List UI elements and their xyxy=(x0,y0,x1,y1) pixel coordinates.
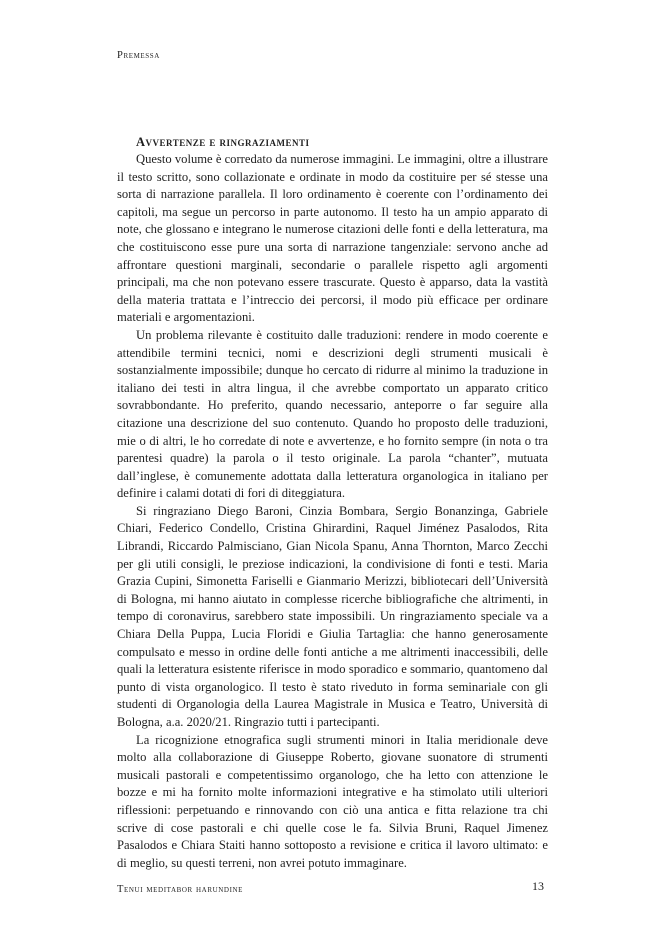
paragraph-translations: Un problema rilevante è costituito dalle traduzioni: rendere in modo coerente e attendibile termini tecnici, nomi e descrizioni degli strumenti musicali è sostanzialmente impossibile; dunque ho cercato di ridurre al minimo la traduzione in italiano dei testi in altra lingua, il che avrebbe comportato un apparato critico sovrabbondante. Ho preferito, quando necessario, anteporre o far seguire alla citazione una descrizione del suo contenuto. Quando ho proposto delle traduzioni, mie o di altri, le ho corredate di note e avvertenze, e ho fornito sempre (in nota o tra parentesi quadre) la parola o il testo originale. La parola “chanter”, mutuata dall’inglese, è comunemente adottata dalla letteratura organologica in italiano per definire i calami dotati di fori di diteggiatura. xyxy=(117,327,548,501)
paragraph-acknowledgements: Si ringraziano Diego Baroni, Cinzia Bombara, Sergio Bonanzinga, Gabriele Chiari, Federico Condello, Cristina Ghirardini, Raquel Jiménez Pasalodos, Rita Librandi, Riccardo Palmisciano, Gian Nicola Spanu, Anna Thornton, Marco Zecchi per gli utili consigli, le preziose indicazioni, la condivisione di fonti e testi. Maria Grazia Cupini, Simonetta Fariselli e Gianmario Merizzi, bibliotecari dell’Università di Bologna, mi hanno aiutato in complesse ricerche bibliografiche che altrimenti, in tempo di coronavirus, sarebbero state impossibili. Un ringraziamento speciale va a Chiara Della Puppa, Lucia Floridi e Giulia Tartaglia: che hanno generosamente compulsato e messo in ordine delle fonti antiche a me altrimenti inaccessibili, delle quali la letteratura esistente riferisce in modo sporadico e sommario, quantomeno dal punto di vista organologico. Il testo è stato riveduto in forma seminariale con gli studenti di Organologia della Laurea Magistrale in Musica e Teatro, Università di Bologna, a.a. 2020/21. Ringrazio tutti i partecipanti. xyxy=(117,503,548,729)
footer-book-title: Tenui meditabor harundine xyxy=(117,884,244,895)
paragraph-ethnographic-survey: La ricognizione etnografica sugli strumenti minori in Italia meridionale deve molto alla collaborazione di Giuseppe Roberto, giovane suonatore di strumenti musicali pastorali e competentissimo organologo, che ha letto con attenzione le bozze e mi ha fornito molte informazioni integrative e ha stimolato utili ulteriori riflessioni: perpetuando e rinnovando con ciò una antica e fitta relazione tra chi scrive di cose pastorali e chi quelle cose le fa. Silvia Bruni, Raquel Jimenez Pasalodos e Chiara Staiti hanno sottoposto a revisione e critica il lavoro ultimato: e di meglio, su questi terreni, non avrei potuto immaginare. xyxy=(117,732,548,870)
section-heading: Avvertenze e ringraziamenti xyxy=(136,135,310,149)
section-body xyxy=(117,133,548,872)
page-number: 13 xyxy=(532,879,544,893)
paragraph-images-and-notes: Questo volume è corredato da numerose immagini. Le immagini, oltre a illustrare il testo scritto, sono collazionate e ordinate in modo da costituire per sé stesse una sorta di narrazione parallela. Il loro ordinamento è coerente con l’ordinamento dei capitoli, ma segue un percorso in parte autonomo. Il testo ha un ampio apparato di note, che glossano e integrano le numerose citazioni delle fonti e della letteratura, ma che costituiscono esse pure una sorta di narrazione tangenziale: servono anche ad affrontare questioni marginali, secondarie o parallele rispetto agli argomenti principali, ma che non potevano essere trascurate. Questo è apparso, data la vastità della materia trattata e l’intreccio dei percorsi, il modo più efficace per ordinare materiali e argomentazioni. xyxy=(117,152,548,325)
running-head: Premessa xyxy=(117,50,160,61)
